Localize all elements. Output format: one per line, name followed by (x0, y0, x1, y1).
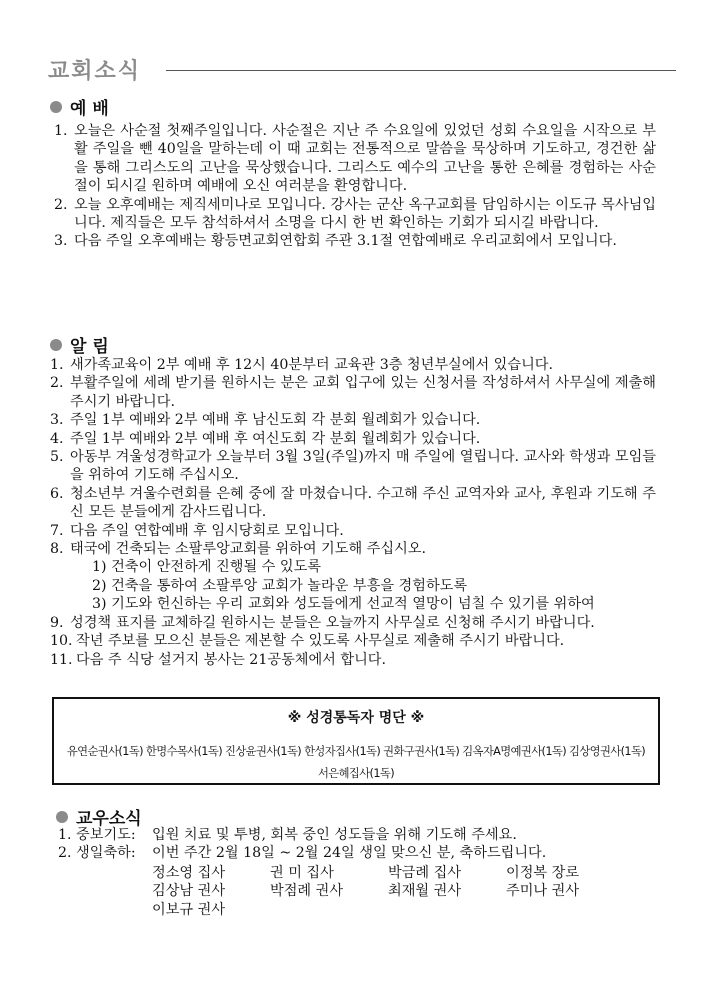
sub-item: 1) 건축이 안전하게 진행될 수 있도록 (92, 559, 321, 576)
list-item: 2. 오늘 오후예배는 제직세미나로 모입니다. 강사는 군산 옥구교회를 담임하시는 이도규 목사님입니다. 제직들은 모두 참석하셔서 소명을 다시 한 번 확인하는 기회가 되시길 바랍니다. (54, 196, 656, 232)
birthday-name: 박점례 권사 (270, 883, 344, 900)
list-item: 7. 다음 주일 연합예배 후 임시당회로 모입니다. (50, 522, 344, 539)
list-item: 5. 아동부 겨울성경학교가 오늘부터 3월 3일(주일)까지 매 주일에 열립니다. 교사와 학생과 모임들을 위하여 기도해 주십시오. (50, 449, 656, 484)
birthday-name: 김상남 권사 (152, 883, 226, 900)
birthday-name: 주미나 권사 (506, 883, 580, 900)
page-title: 교회소식 (48, 59, 142, 84)
header-divider (166, 70, 676, 71)
page-header (48, 52, 676, 86)
worship-heading: 예 배 (50, 94, 109, 119)
box-title: ※ 성경통독자 명단 ※ (287, 710, 425, 726)
bullet-icon (56, 811, 68, 823)
list-item: 1. 새가족교육이 2부 예배 후 12시 40분부터 교육관 3층 청년부실에서 있습니다. (50, 357, 554, 373)
birthday-name: 권 미 집사 (270, 865, 334, 881)
notices-list (50, 356, 656, 669)
birthday-name: 이정복 장로 (506, 865, 580, 881)
members-heading: 교우소식 (56, 804, 142, 829)
list-item: 4. 주일 1부 예배와 2부 예배 후 여신도회 각 분회 월례회가 있습니다. (50, 430, 481, 447)
list-item: 3. 주일 1부 예배와 2부 예배 후 남신도회 각 분회 월례회가 있습니다. (50, 412, 481, 429)
bullet-icon (50, 101, 62, 113)
list-item: 6. 청소년부 겨울수련회를 은혜 중에 잘 마쳤습니다. 수고해 주신 교역자와 교사, 후원과 기도해 주신 모든 분들에게 감사드립니다. (50, 485, 656, 521)
notices-heading: 알 림 (50, 332, 109, 357)
bullet-icon (50, 339, 62, 351)
sub-item: 3) 기도와 헌신하는 우리 교회와 성도들에게 선교적 열망이 넘칠 수 있기를 위하여 (92, 596, 595, 613)
sub-item: 2) 건축을 통하여 소팔루앙 교회가 놀라운 부흥을 경험하도록 (92, 577, 468, 594)
worship-list (54, 122, 656, 251)
list-item: 9. 성경책 표지를 교체하길 원하시는 분들은 오늘까지 사무실로 신청해 주시기 바랍니다. (50, 614, 595, 631)
members-news (58, 826, 546, 863)
list-item: 11. 다음 주 식당 설거지 봉사는 21공동체에서 합니다. (50, 651, 387, 668)
list-item: 2. 부활주일에 세례 받기를 원하시는 분은 교회 입구에 있는 신청서를 작성하셔서 사무실에 제출해 주시기 바랍니다. (50, 375, 656, 410)
reader-names: 유연순권사(1독) 한명수목사(1독) 진상윤권사(1독) 한성자집사(1독) 권화구권사(1독) 김옥자A명예권사(1독) 김상영권사(1독) 서은혜집사(1독) (66, 745, 646, 780)
birthday-name: 이보규 권사 (152, 901, 226, 918)
bible-readers-box (52, 697, 660, 785)
list-item: 1. 오늘은 사순절 첫째주일입니다. 사순절은 지난 주 수요일에 있었던 성회 수요일을 시작으로 부활 주일을 뺀 40일을 말하는데 이 때 교회는 전통적으로 말씀을 묵상하며 기도하고, 경건한 삶을 통해 그리스도의 고난을 묵상했습니다. 그리스도 예수의 고난을 통한 은혜를 경험하는 사순절이 되시길 원하며 예배에 오신 여러분을 환영합니다. (54, 123, 656, 195)
birthday-name: 정소영 집사 (152, 865, 226, 881)
birthday-row: 2. 생일축하: 이번 주간 2월 18일 ~ 2월 24일 생일 맞으신 분, 축하드립니다. (58, 845, 547, 862)
list-item: 3. 다음 주일 오후예배는 황등면교회연합회 주관 3.1절 연합예배로 우리교회에서 모입니다. (54, 233, 617, 250)
birthday-name: 최재월 권사 (388, 883, 462, 900)
birthday-names (152, 864, 624, 919)
birthday-name: 박금례 집사 (388, 865, 462, 881)
list-item: 8. 태국에 건축되는 소팔루앙교회를 위하여 기도해 주십시오. 1) 건축이 안전하게 진행될 수 있도록 2) 건축을 통하여 소팔루앙 교회가 놀라운 부흥을 경험하도록 3) 기도와 헌신하는 우리 교회와 성도들에게 선교적 열망이 넘칠 수 있기를 위하여 (50, 540, 656, 614)
list-item: 10. 작년 주보를 모으신 분들은 제본할 수 있도록 사무실로 제출해 주시기 바랍니다. (50, 633, 565, 650)
prayer-row: 1. 중보기도: 입원 치료 및 투병, 회복 중인 성도들을 위해 기도해 주세요. (58, 827, 517, 843)
